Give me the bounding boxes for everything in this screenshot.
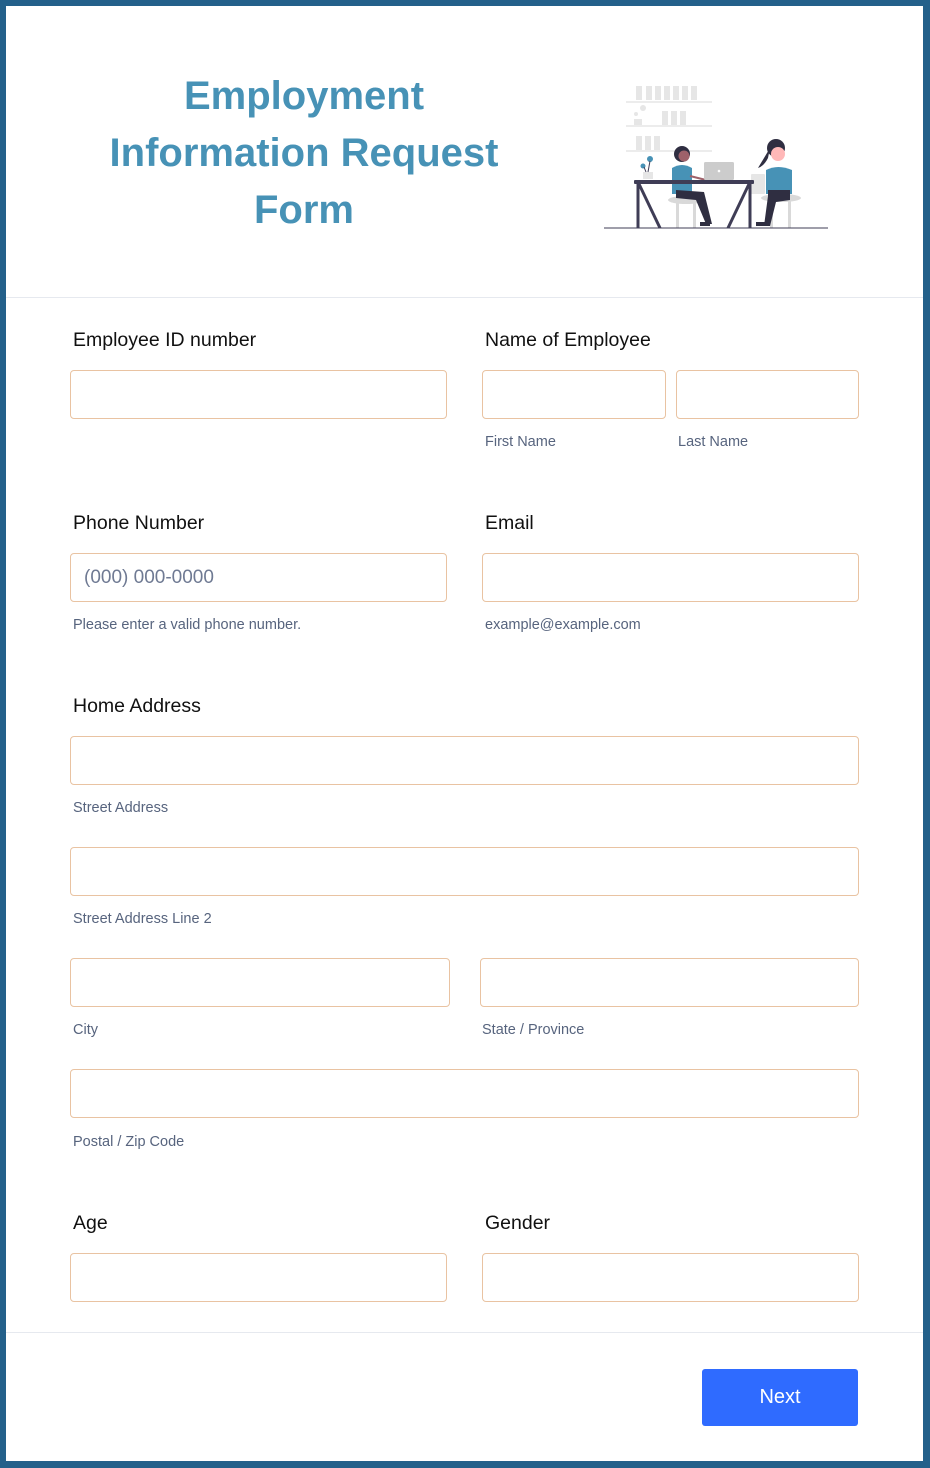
email-label: Email xyxy=(485,512,534,534)
next-button[interactable]: Next xyxy=(702,1369,858,1426)
page-title xyxy=(66,68,542,239)
form-header xyxy=(6,6,923,298)
city-sublabel: City xyxy=(73,1022,98,1038)
phone-sublabel: Please enter a valid phone number. xyxy=(73,617,302,633)
city-input[interactable] xyxy=(70,958,450,1007)
email-input[interactable] xyxy=(482,553,859,602)
title-line-3: Form xyxy=(254,188,354,232)
gender-input[interactable] xyxy=(482,1253,859,1302)
street-address-line2-sublabel: Street Address Line 2 xyxy=(73,911,212,927)
phone-input[interactable] xyxy=(70,553,447,602)
age-label: Age xyxy=(73,1212,108,1234)
gender-label: Gender xyxy=(485,1212,551,1234)
footer-divider xyxy=(6,1332,923,1333)
last-name-input[interactable] xyxy=(676,370,859,419)
street-address-line2-input[interactable] xyxy=(70,847,859,896)
state-province-sublabel: State / Province xyxy=(482,1022,585,1038)
state-province-input[interactable] xyxy=(480,958,859,1007)
street-address-sublabel: Street Address xyxy=(73,800,169,816)
age-input[interactable] xyxy=(70,1253,447,1302)
home-address-label: Home Address xyxy=(73,695,201,717)
postal-zip-input[interactable] xyxy=(70,1069,859,1118)
postal-zip-sublabel: Postal / Zip Code xyxy=(73,1134,185,1150)
phone-label: Phone Number xyxy=(73,512,205,534)
title-line-2: Information Request xyxy=(109,131,499,175)
last-name-sublabel: Last Name xyxy=(678,434,749,450)
street-address-input[interactable] xyxy=(70,736,859,785)
two-people-at-desk-illustration xyxy=(598,78,828,230)
employee-name-label: Name of Employee xyxy=(485,329,651,351)
employee-id-input[interactable] xyxy=(70,370,447,419)
first-name-sublabel: First Name xyxy=(485,434,556,450)
email-sublabel: example@example.com xyxy=(485,617,641,633)
title-line-1: Employment xyxy=(183,74,425,118)
first-name-input[interactable] xyxy=(482,370,666,419)
employee-id-label: Employee ID number xyxy=(73,329,257,351)
